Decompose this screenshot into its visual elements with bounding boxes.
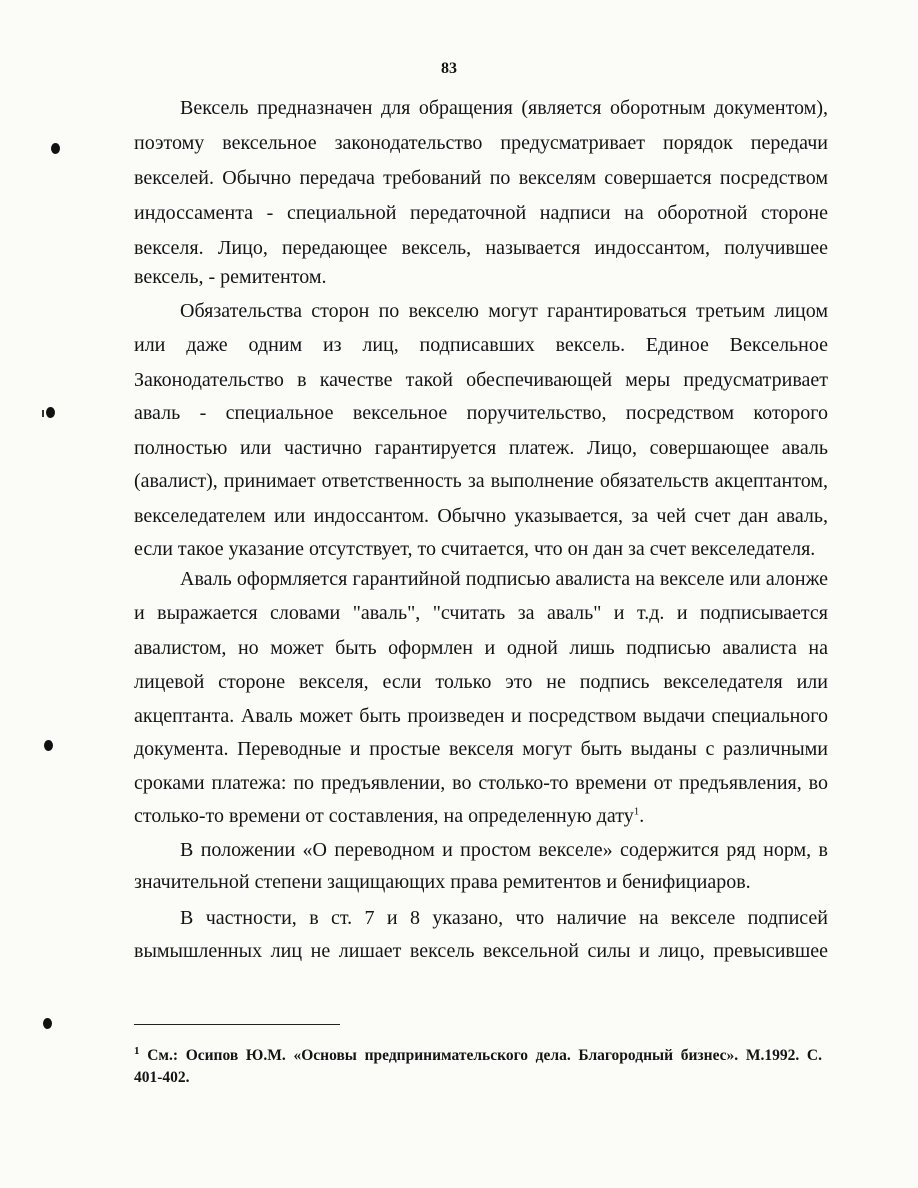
punch-hole-mark xyxy=(46,407,55,418)
text-line xyxy=(180,906,828,930)
footnote-line-1 xyxy=(134,1046,822,1066)
text-line xyxy=(134,131,828,155)
footnote-line-2 xyxy=(134,1068,190,1088)
scan-artifact-mark xyxy=(42,410,44,417)
footnote-reference: 1 xyxy=(633,805,640,818)
text-line: столько-то времени от составления, на определенную дату$^1$. xyxy=(134,805,645,827)
text-line xyxy=(134,236,828,260)
footnote-text: См.: Осипов Ю.М. «Основы предпринимательского дела. Благородный бизнес». М.1992. С. xyxy=(147,1047,823,1064)
text-line-content: В положении «О переводном и простом векселе» содержится ряд норм, в xyxy=(180,839,828,861)
text-line-content: Законодательство в качестве такой обеспечивающей меры предусматривает xyxy=(134,369,828,391)
text-line-content: авалистом, но может быть оформлен и одной лишь подписью авалиста на xyxy=(134,637,828,659)
text-line-content: полностью или частично гарантируется платеж. Лицо, совершающее аваль xyxy=(134,437,828,459)
text-line-content: индоссамента - специальной передаточной надписи на оборотной стороне xyxy=(134,202,828,224)
text-line xyxy=(134,636,828,660)
text-line xyxy=(134,265,327,289)
text-line xyxy=(134,737,828,761)
text-line-content: Обязательства сторон по векселю могут гарантироваться третьим лицом xyxy=(180,300,828,322)
text-line xyxy=(180,838,828,862)
text-line xyxy=(134,166,828,190)
text-line xyxy=(134,401,828,425)
text-line-content: если такое указание отсутствует, то считается, что он дан за счет векселедателя. xyxy=(134,538,816,560)
punch-hole-mark xyxy=(43,1018,52,1029)
text-line-content: Аваль оформляется гарантийной подписью авалиста на векселе или алонже xyxy=(180,568,828,590)
text-line-content: вымышленных лиц не лишает вексель вексельной силы и лицо, превысившее xyxy=(134,940,828,962)
text-line-content: или даже одним из лиц, подписавших вексель. Единое Вексельное xyxy=(134,334,828,356)
text-line xyxy=(134,704,828,728)
text-line xyxy=(134,939,828,963)
text-line-content: В частности, в ст. 7 и 8 указано, что наличие на векселе подписей xyxy=(180,907,828,929)
text-line-content: векселедателем или индоссантом. Обычно указывается, за чей счет дан аваль, xyxy=(134,505,828,527)
text-line-content: поэтому вексельное законодательство предусматривает порядок передачи xyxy=(134,132,828,154)
text-line xyxy=(134,469,828,493)
text-line xyxy=(134,368,828,392)
text-line-content: (авалист), принимает ответственность за выполнение обязательств акцептантом, xyxy=(134,470,828,492)
page-number: 83 xyxy=(441,60,457,77)
text-line-content: Вексель предназначен для обращения (является оборотным документом), xyxy=(180,97,828,119)
text-line xyxy=(134,870,751,894)
text-line xyxy=(180,96,828,120)
text-line xyxy=(134,436,828,460)
text-line xyxy=(134,201,828,225)
punch-hole-mark xyxy=(44,740,53,751)
footnote-marker: 1 xyxy=(134,1044,140,1057)
text-line-content: аваль - специальное вексельное поручительство, посредством которого xyxy=(134,402,828,424)
text-line-content: и выражается словами "аваль", "считать за аваль" и т.д. и подписывается xyxy=(134,602,828,624)
text-line-content: лицевой стороне векселя, если только это не подпись векселедателя или xyxy=(134,671,828,693)
text-line-content: сроками платежа: по предъявлении, во столько-то времени от предъявления, во xyxy=(134,772,828,794)
text-line xyxy=(180,567,828,591)
text-line xyxy=(134,537,815,561)
text-line-content: вексель, - ремитентом. xyxy=(134,266,327,288)
text-line-content: столько-то времени от составления, на определенную дату xyxy=(134,805,634,827)
text-line xyxy=(134,670,828,694)
text-line xyxy=(134,601,828,625)
text-line-content: акцептанта. Аваль может быть произведен и посредством выдачи специального xyxy=(134,705,828,727)
text-line-content: документа. Переводные и простые векселя могут быть выданы с различными xyxy=(134,738,828,760)
text-line-content: векселей. Обычно передача требований по векселям совершается посредством xyxy=(134,167,828,189)
footnote-text-cont: 401-402. xyxy=(134,1069,190,1086)
punch-hole-mark xyxy=(51,143,60,154)
footnote-separator xyxy=(134,1024,340,1025)
text-line xyxy=(134,771,828,795)
text-line xyxy=(134,504,828,528)
text-line-content: векселя. Лицо, передающее вексель, называется индоссантом, получившее xyxy=(134,237,828,259)
text-line xyxy=(180,299,828,323)
text-line-content: значительной степени защищающих права ремитентов и бенифициаров. xyxy=(134,871,751,893)
text-line xyxy=(134,333,828,357)
